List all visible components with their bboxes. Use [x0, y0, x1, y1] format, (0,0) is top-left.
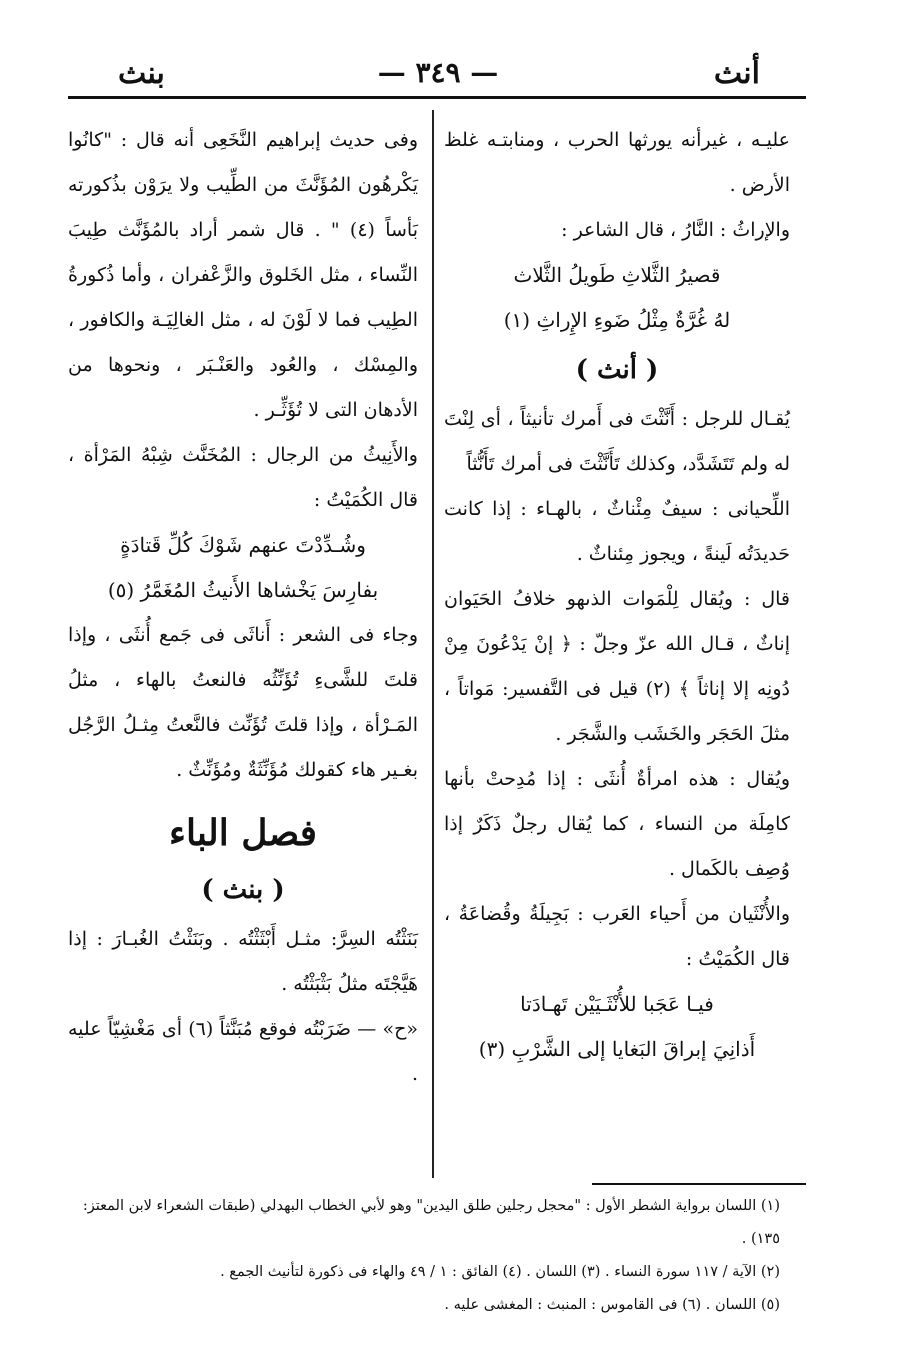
header-rule [68, 96, 806, 99]
paragraph: وفى حديث إبراهيم النَّخَعِى أنه قال : "كانُوا يَكْرهُون المُؤَنَّثَ من الطِّيب ولا يرَوْن بذُكورته بَأساً (٤) " . قال شمر أراد بالمُؤَنَّث طِيبَ النِّساء ، مثل الخَلوق والزَّعْفران ، وأما ذُكورةُ الطِيب فما لا لَوْنَ له ، مثل الغالِيَـة والكافور ، والمِسْك ، والعُود والعَنْـبَر ، ونحوها من الأدهان التى لا تُؤَثِّـر . [68, 129, 418, 421]
header-left-word: بنث [118, 56, 165, 91]
paragraph: قال : ويُقال لِلْمَوات الذىهو خلافُ الحَيَوان إناثٌ ، قـال الله عزّ وجلّ : ﴿ إنْ يَدْعُونَ مِنْ دُونِه إلا إناثاً ﴾ (٢) قيل فى التَّفسير: مَواتاً ، مثلَ الحَجَر والخَشَب والشَّجَر . [444, 588, 790, 745]
entry-heading: ( بنث ) [201, 875, 285, 905]
paragraph: يُقـال للرجل : أَنَّثْتَ فى أَمرك تأنيثاً ، أى لِنْتَ له ولم تَتَشَدَّد، وكذلك تَأَنَّثْتَ فى أمرك تَأَنُّثاً [444, 408, 790, 475]
footnote-line: (٢) الآية / ١١٧ سورة النساء . (٣) اللسان . (٤) الفائق : ١ / ٤٩ والهاء فى ذكورة لتأنيث الجمع . [220, 1264, 780, 1280]
entry-heading: ( أنث ) [575, 355, 659, 385]
right-column [444, 118, 790, 1072]
paragraph: بَنَثْتُه السِرَّ: مثـل أَبْثَثْتُه . وبَنَثْتُ الغُبـارَ : إذا هَيَّجْتَه مثلُ بَثْبَثْتُه . [68, 928, 418, 995]
paragraph: اللِّحيانى : سيفٌ مِئْناثٌ ، بالهـاء : إذا كانت حَديدَتُه لَينةً ، ويجوز مِئناثٌ . [444, 498, 790, 565]
paragraph: ويُقال : هذه امرأةٌ أُنثَى : إذا مُدِحتْ بأنها كامِلَة من النساء ، كما يُقال رجلٌ ذَكَرٌ إذا وُصِف بالكَمال . [444, 768, 790, 880]
verse-line: لهُ غُرَّةٌ مِثْلُ ضَوءِ الإِراثِ (١) [503, 308, 731, 332]
verse-line: فيـا عَجَبا للأُنْثَـيَيْن تَهـادَتا [520, 992, 714, 1016]
chapter-title: فصل الباء [169, 812, 317, 854]
paragraph: والإراثُ : النَّارُ ، قال الشاعر : [561, 219, 790, 241]
column-divider [432, 110, 434, 1178]
verse-line: بفارِسَ يَخْشاها الأَنيثُ المُغَمَّرُ (٥) [107, 578, 379, 602]
left-column [68, 118, 418, 1097]
header-right-word: أنث [713, 56, 760, 91]
paragraph: وجاء فى الشعر : أَناثَى فى جَمع أُنثَى ، وإذا قلتَ للشَّىءِ تُؤَنِّثُه فالنعتُ بالهاء ، مثلُ المَـرْأة ، وإذا قلتَ تُؤَنِّث فالنَّعتُ مِثـلُ الرَّجُل بغـير هاء كقولك مُؤَنِّثَةٌ ومُؤَنِّثٌ . [68, 624, 418, 781]
paragraph: والأَنِيثُ من الرجال : المُخَنَّث شِبْهُ المَرْأة ، قال الكُمَيْتُ : [68, 444, 418, 511]
verse-line: أَذانِيَ إبراقَ البَغايا إلى الشَّرْبِ (٣) [478, 1037, 756, 1061]
footnotes [68, 1190, 780, 1322]
paragraph: عليـه ، غيرأنه يورثها الحرب ، ومنابتـه غلظ الأرض . [444, 129, 790, 196]
paragraph: والأُنْثَيان من أَحياء العَرب : بَجِيلَةُ وقُضاعَةُ ، قال الكُمَيْتُ : [444, 903, 790, 970]
footnote-line: (٥) اللسان . (٦) فى القاموس : المنبث : المغشى عليه . [444, 1297, 780, 1313]
page-number: — ٣٤٩ — [377, 56, 499, 89]
paragraph: «ح» — ضَرَبْتُه فوقع مُبَنَّثاً (٦) أى مَغْشِيّاً عليه . [68, 1018, 418, 1085]
page-header [68, 50, 808, 94]
footnote-rule [592, 1183, 806, 1185]
footnote-line: (١) اللسان برواية الشطر الأول : "محجل رجلين طلق اليدين" وهو لأبي الخطاب البهدلي (طبقات الشعراء لابن المعتز: ١٣٥) . [82, 1198, 780, 1247]
verse-line: قصيرُ الثَّلاثِ طَويلُ الثَّلاث [513, 263, 721, 287]
verse-line: وشُـدِّدْتَ عنهم شَوْكَ كُلِّ قَتادَةٍ [120, 533, 366, 557]
